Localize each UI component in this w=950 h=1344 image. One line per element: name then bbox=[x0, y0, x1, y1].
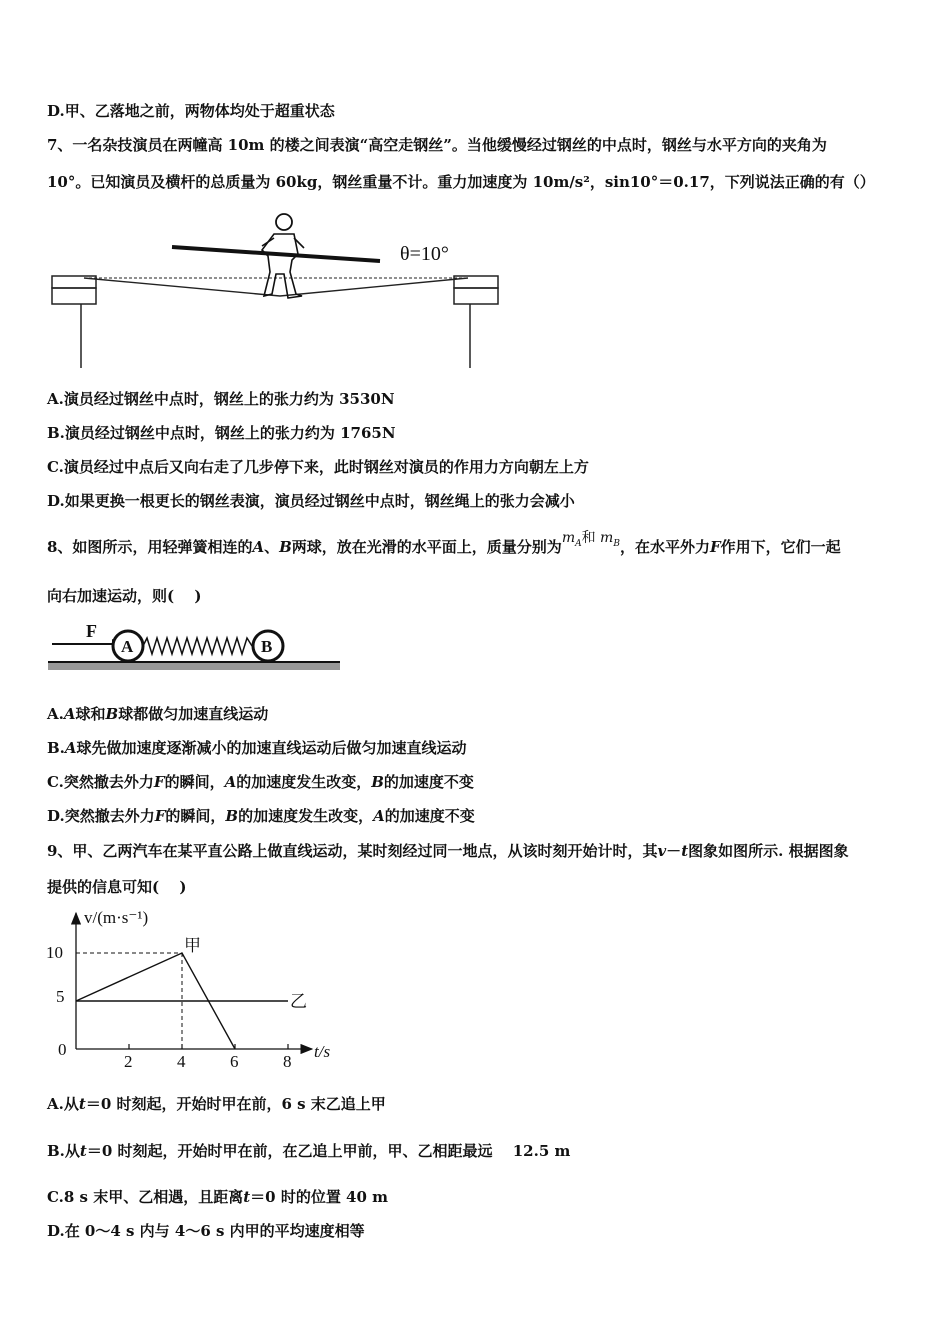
q7-stem-line2: 10°。已知演员及横杆的总质量为 60kg，钢丝重量不计。重力加速度为 10m/s²，sin10°＝0.17，下列说法正确的有（） bbox=[47, 173, 875, 191]
x-tick-8: 8 bbox=[283, 1052, 292, 1071]
q8-option-a: A.A球和B球都做匀加速直线运动 bbox=[47, 705, 269, 723]
q8-mass-expression bbox=[561, 530, 620, 549]
q7-option-d: D.如果更换一根更长的钢丝表演，演员经过钢丝中点时，钢丝绳上的张力会减小 bbox=[47, 492, 575, 510]
q8-stem-part1: 8、如图所示，用轻弹簧相连的 bbox=[47, 538, 253, 556]
q7-angle-label: θ=10° bbox=[400, 243, 449, 265]
y-tick-0: 0 bbox=[58, 1040, 67, 1059]
q9-option-d: D.在 0～4 s 内与 4～6 s 内甲的平均速度相等 bbox=[47, 1222, 365, 1240]
q7-option-a: A.演员经过钢丝中点时，钢丝上的张力约为 3530N bbox=[47, 390, 395, 408]
x-axis-label: t/s bbox=[314, 1042, 331, 1061]
q8-ma: m bbox=[561, 530, 576, 546]
q8-mb: m bbox=[600, 530, 614, 546]
q9-option-b: B.从t＝0 时刻起，开始时甲在前，在乙追上甲前，甲、乙相距最远 12.5 m bbox=[47, 1142, 571, 1160]
q8-stem-line2: 向右加速运动，则( ) bbox=[47, 587, 202, 605]
q8-stem-part4: 作用下，它们一起 bbox=[720, 538, 841, 556]
q8-option-d: D.突然撤去外力F的瞬间，B的加速度发生改变，A的加速度不变 bbox=[47, 807, 475, 825]
q9-vt-chart bbox=[40, 905, 340, 1075]
q8-var-f: F bbox=[709, 538, 721, 556]
q8-option-b: B.A球先做加速度逐渐减小的加速直线运动后做匀加速直线运动 bbox=[47, 739, 467, 757]
q9-option-a: A.从t＝0 时刻起，开始时甲在前，6 s 末乙追上甲 bbox=[47, 1095, 386, 1113]
x-tick-2: 2 bbox=[124, 1052, 133, 1071]
q8-force-label: F bbox=[86, 621, 97, 641]
q7-stem-line1: 7、一名杂技演员在两幢高 10m 的楼之间表演“高空走钢丝”。当他缓慢经过钢丝的中点时，钢丝与水平方向的夹角为 bbox=[47, 136, 827, 154]
q8-ball-b-label: B bbox=[261, 637, 273, 656]
y-tick-10: 10 bbox=[46, 943, 63, 962]
q7-option-c: C.演员经过中点后又向右走了几步停下来，此时钢丝对演员的作用力方向朝左上方 bbox=[47, 458, 589, 476]
q8-ma-sub: A bbox=[575, 538, 582, 549]
q7-option-b: B.演员经过钢丝中点时，钢丝上的张力约为 1765N bbox=[47, 424, 396, 442]
q8-stem-line1 bbox=[47, 530, 841, 564]
q7-tightrope-figure bbox=[48, 210, 508, 370]
q9-stem-line2: 提供的信息可知( ) bbox=[47, 878, 187, 896]
x-tick-4: 4 bbox=[177, 1052, 186, 1071]
y-tick-5: 5 bbox=[56, 987, 65, 1006]
q8-ball-a-label: A bbox=[121, 637, 134, 656]
q9-option-c: C.8 s 末甲、乙相遇，且距离t＝0 时的位置 40 m bbox=[47, 1188, 389, 1206]
x-tick-6: 6 bbox=[230, 1052, 239, 1071]
q9-stem-line1: 9、甲、乙两汽车在某平直公路上做直线运动，某时刻经过同一地点，从该时刻开始计时，其v－t图象如图所示. 根据图象 bbox=[47, 842, 849, 860]
q8-var-b: B bbox=[279, 538, 292, 556]
q8-stem-part3: ，在水平外力 bbox=[619, 538, 710, 556]
series-label-yi: 乙 bbox=[290, 992, 307, 1011]
q8-var-a: A bbox=[252, 538, 265, 556]
q8-mb-sub: B bbox=[613, 538, 620, 549]
q8-sep: 、 bbox=[264, 538, 280, 556]
y-axis-label: v/(m·s⁻¹) bbox=[84, 908, 149, 927]
q8-option-c: C.突然撤去外力F的瞬间，A的加速度发生改变，B的加速度不变 bbox=[47, 773, 474, 791]
q8-spring-figure bbox=[48, 618, 344, 674]
q6-option-d: D.甲、乙落地之前，两物体均处于超重状态 bbox=[47, 102, 335, 120]
q8-and: 和 bbox=[581, 530, 596, 546]
q8-stem-part2: 两球，放在光滑的水平面上，质量分别为 bbox=[291, 538, 562, 556]
series-label-jia: 甲 bbox=[184, 936, 201, 955]
